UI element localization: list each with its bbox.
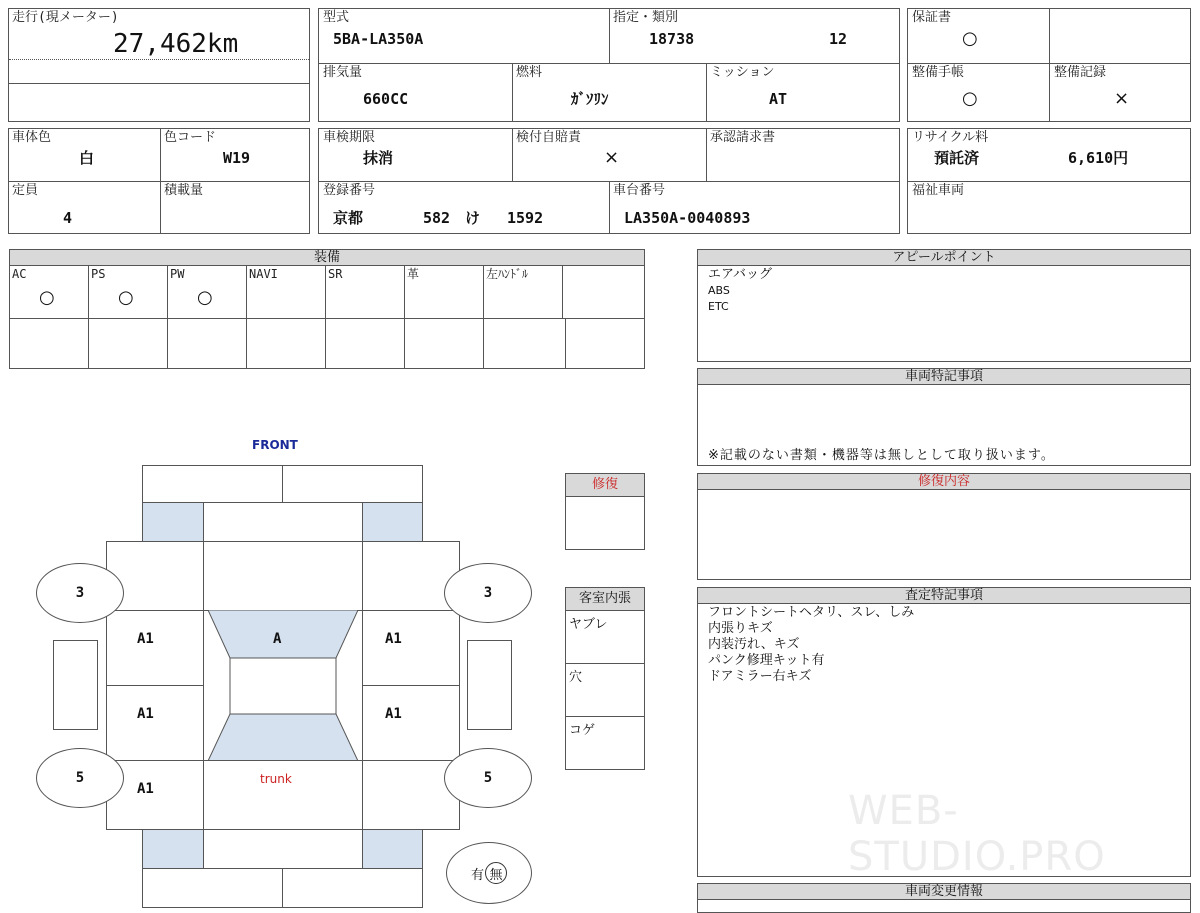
damage-right-middle: A1 bbox=[385, 706, 402, 722]
mileage-label: 走行(現メーター) bbox=[12, 10, 119, 25]
car-diagram bbox=[0, 430, 560, 900]
divider bbox=[512, 63, 513, 121]
front-bumper-right[interactable] bbox=[282, 465, 423, 503]
rear-panel[interactable] bbox=[203, 829, 363, 869]
registration-class: 582 bbox=[423, 209, 451, 227]
repair-box bbox=[565, 473, 645, 550]
divider bbox=[9, 83, 309, 84]
tire-front-left[interactable]: 3 bbox=[36, 563, 124, 623]
color-code-value: W19 bbox=[223, 149, 251, 167]
left-front-door[interactable] bbox=[106, 610, 204, 686]
changes-title: 車両変更情報 bbox=[698, 884, 1190, 900]
appraisal-list bbox=[708, 605, 914, 685]
equipment-box bbox=[9, 249, 645, 369]
inspection-value: 抹消 bbox=[363, 149, 394, 167]
interior-row-label: コゲ bbox=[569, 723, 596, 738]
divider bbox=[512, 129, 513, 181]
right-rear-door[interactable] bbox=[362, 685, 460, 761]
registration-box bbox=[318, 128, 900, 234]
chassis-value: LA350A-0040893 bbox=[624, 209, 751, 227]
color-code-label: 色コード bbox=[164, 130, 217, 145]
appeal-item: エアバッグ bbox=[708, 267, 772, 282]
body-color-value: 白 bbox=[79, 149, 95, 167]
trunk-label: trunk bbox=[260, 772, 292, 786]
recycle-box bbox=[907, 128, 1191, 234]
equipment-title: 装備 bbox=[10, 250, 644, 266]
front-label: FRONT bbox=[252, 438, 298, 452]
rear-left-lamp[interactable] bbox=[142, 829, 204, 869]
classification-value: 12 bbox=[829, 30, 848, 48]
appeal-item: ABS bbox=[708, 284, 730, 297]
warranty-value: ○ bbox=[962, 28, 978, 49]
spare-no-selected: 無 bbox=[485, 862, 507, 884]
rear-right-lamp[interactable] bbox=[362, 829, 423, 869]
equipment-empty-cell bbox=[168, 319, 247, 368]
windshield-glass[interactable] bbox=[203, 610, 363, 761]
interior-box bbox=[565, 587, 645, 770]
appraisal-item: ドアミラー右キズ bbox=[708, 669, 812, 684]
load-label: 積載量 bbox=[164, 183, 204, 198]
capacity-label: 定員 bbox=[12, 183, 39, 198]
equipment-cell bbox=[405, 266, 484, 318]
equipment-label: NAVI bbox=[249, 267, 278, 281]
equipment-empty-cell bbox=[10, 319, 89, 368]
equipment-cell bbox=[168, 266, 247, 318]
trunk-lid[interactable] bbox=[203, 760, 363, 830]
inspection-label: 車検期限 bbox=[323, 130, 376, 145]
equipment-label: SR bbox=[328, 267, 343, 281]
recycle-amount: 6,610円 bbox=[1068, 149, 1129, 167]
appraisal-title: 査定特記事項 bbox=[698, 588, 1190, 604]
equipment-label: 左ﾊﾝﾄﾞﾙ bbox=[486, 267, 529, 281]
divider bbox=[1049, 9, 1050, 121]
tire-rear-left[interactable]: 5 bbox=[36, 748, 124, 808]
divider bbox=[706, 129, 707, 181]
equipment-empty-cell bbox=[247, 319, 326, 368]
equipment-cell bbox=[247, 266, 326, 318]
approval-label: 承認請求書 bbox=[710, 130, 776, 145]
spare-tire[interactable] bbox=[446, 842, 532, 904]
interior-row bbox=[566, 717, 644, 770]
mileage-box bbox=[8, 8, 310, 122]
equipment-cell bbox=[89, 266, 168, 318]
chassis-label: 車台番号 bbox=[613, 183, 666, 198]
damage-left-front: A1 bbox=[137, 631, 154, 647]
equipment-empty-cell bbox=[484, 319, 563, 368]
spec-box bbox=[318, 8, 900, 122]
left-side-step[interactable] bbox=[53, 640, 98, 730]
equipment-cell bbox=[10, 266, 89, 318]
vehicle-notes-title: 車両特記事項 bbox=[698, 369, 1190, 385]
divider bbox=[319, 63, 899, 64]
equipment-empty-cell bbox=[89, 319, 168, 368]
front-left-lamp[interactable] bbox=[142, 502, 204, 542]
interior-row bbox=[566, 611, 644, 664]
divider bbox=[9, 181, 309, 182]
model-label: 型式 bbox=[323, 10, 350, 25]
equipment-label: PS bbox=[91, 267, 106, 281]
tire-front-right[interactable]: 3 bbox=[444, 563, 532, 623]
divider bbox=[706, 63, 707, 121]
equipment-cell bbox=[484, 266, 563, 318]
front-grille[interactable] bbox=[203, 502, 363, 542]
divider bbox=[609, 181, 610, 233]
equipment-empty-cell bbox=[405, 319, 484, 368]
capacity-value: 4 bbox=[63, 209, 73, 227]
watermark: WEB-STUDIO.PRO bbox=[848, 788, 1106, 880]
registration-number: 1592 bbox=[507, 209, 544, 227]
registration-region: 京都 bbox=[333, 209, 364, 227]
appraisal-box bbox=[697, 587, 1191, 880]
divider bbox=[609, 9, 610, 63]
damage-left-rear: A1 bbox=[137, 781, 154, 797]
maint-record-value: × bbox=[1114, 88, 1130, 109]
maint-notebook-label: 整備手帳 bbox=[912, 65, 965, 80]
insurance-label: 検付自賠責 bbox=[516, 130, 582, 145]
interior-row-label: 穴 bbox=[569, 670, 583, 685]
registration-kana: け bbox=[465, 209, 481, 227]
welfare-label: 福祉車両 bbox=[912, 183, 965, 198]
appeal-list bbox=[708, 267, 772, 315]
recycle-status: 預託済 bbox=[934, 149, 980, 167]
interior-title: 客室内張 bbox=[566, 588, 644, 611]
divider bbox=[160, 129, 161, 233]
mileage-value: 27,462km bbox=[113, 29, 239, 59]
appeal-box bbox=[697, 249, 1191, 362]
front-right-lamp[interactable] bbox=[362, 502, 423, 542]
left-rear-door[interactable] bbox=[106, 685, 204, 761]
color-box bbox=[8, 128, 310, 234]
equipment-value: ○ bbox=[197, 287, 213, 308]
hood[interactable] bbox=[203, 541, 363, 611]
designation-value: 18738 bbox=[649, 30, 695, 48]
appeal-item: ETC bbox=[708, 300, 729, 313]
vehicle-notes-disclaimer: ※記載のない書類・機器等は無しとして取り扱います。 bbox=[708, 448, 1055, 463]
insurance-value: × bbox=[604, 147, 620, 168]
fuel-value: ｶﾞｿﾘﾝ bbox=[571, 90, 609, 108]
registration-label: 登録番号 bbox=[323, 183, 376, 198]
damage-left-middle: A1 bbox=[137, 706, 154, 722]
transmission-value: AT bbox=[769, 90, 788, 108]
documents-box bbox=[907, 8, 1191, 122]
equipment-label: AC bbox=[12, 267, 27, 281]
repair-details-box bbox=[697, 473, 1191, 580]
model-value: 5BA-LA350A bbox=[333, 30, 424, 48]
fuel-label: 燃料 bbox=[516, 65, 543, 80]
vehicle-notes-box bbox=[697, 368, 1191, 466]
rear-bumper-right[interactable] bbox=[282, 868, 423, 908]
equipment-value: ○ bbox=[118, 287, 134, 308]
designation-label: 指定・類別 bbox=[613, 10, 679, 25]
appraisal-item: 内装汚れ、キズ bbox=[708, 637, 800, 652]
appraisal-item: 内張りキズ bbox=[708, 621, 773, 636]
tire-rear-right[interactable]: 5 bbox=[444, 748, 532, 808]
repair-title: 修復 bbox=[566, 474, 644, 497]
equipment-row bbox=[10, 266, 644, 319]
interior-row-label: ヤブレ bbox=[569, 617, 608, 632]
displacement-label: 排気量 bbox=[323, 65, 363, 80]
warranty-label: 保証書 bbox=[912, 10, 952, 25]
damage-right-front: A1 bbox=[385, 631, 402, 647]
divider bbox=[908, 181, 1190, 182]
rear-bumper-left[interactable] bbox=[142, 868, 283, 908]
equipment-row-empty bbox=[10, 319, 566, 368]
right-front-door[interactable] bbox=[362, 610, 460, 686]
maint-record-label: 整備記録 bbox=[1054, 65, 1107, 80]
equipment-cell bbox=[563, 266, 644, 318]
mileage-dotted-line bbox=[9, 59, 309, 60]
appraisal-item: パンク修理キット有 bbox=[708, 653, 825, 668]
changes-box bbox=[697, 883, 1191, 913]
recycle-label: リサイクル料 bbox=[912, 130, 989, 145]
equipment-value: ○ bbox=[39, 287, 55, 308]
front-bumper-left[interactable] bbox=[142, 465, 283, 503]
body-color-label: 車体色 bbox=[12, 130, 52, 145]
maint-notebook-value: ○ bbox=[962, 88, 978, 109]
equipment-cell bbox=[326, 266, 405, 318]
displacement-value: 660CC bbox=[363, 90, 409, 108]
equipment-label: 革 bbox=[407, 267, 420, 281]
right-side-step[interactable] bbox=[467, 640, 512, 730]
appraisal-item: フロントシートヘタリ、スレ、しみ bbox=[708, 605, 915, 620]
appeal-title: アピールポイント bbox=[698, 250, 1190, 266]
damage-roof: A bbox=[273, 631, 282, 647]
interior-row bbox=[566, 664, 644, 717]
transmission-label: ミッション bbox=[710, 65, 775, 80]
spare-yes: 有 bbox=[470, 867, 484, 883]
equipment-label: PW bbox=[170, 267, 185, 281]
equipment-empty-cell bbox=[326, 319, 405, 368]
repair-details-title: 修復内容 bbox=[698, 474, 1190, 490]
